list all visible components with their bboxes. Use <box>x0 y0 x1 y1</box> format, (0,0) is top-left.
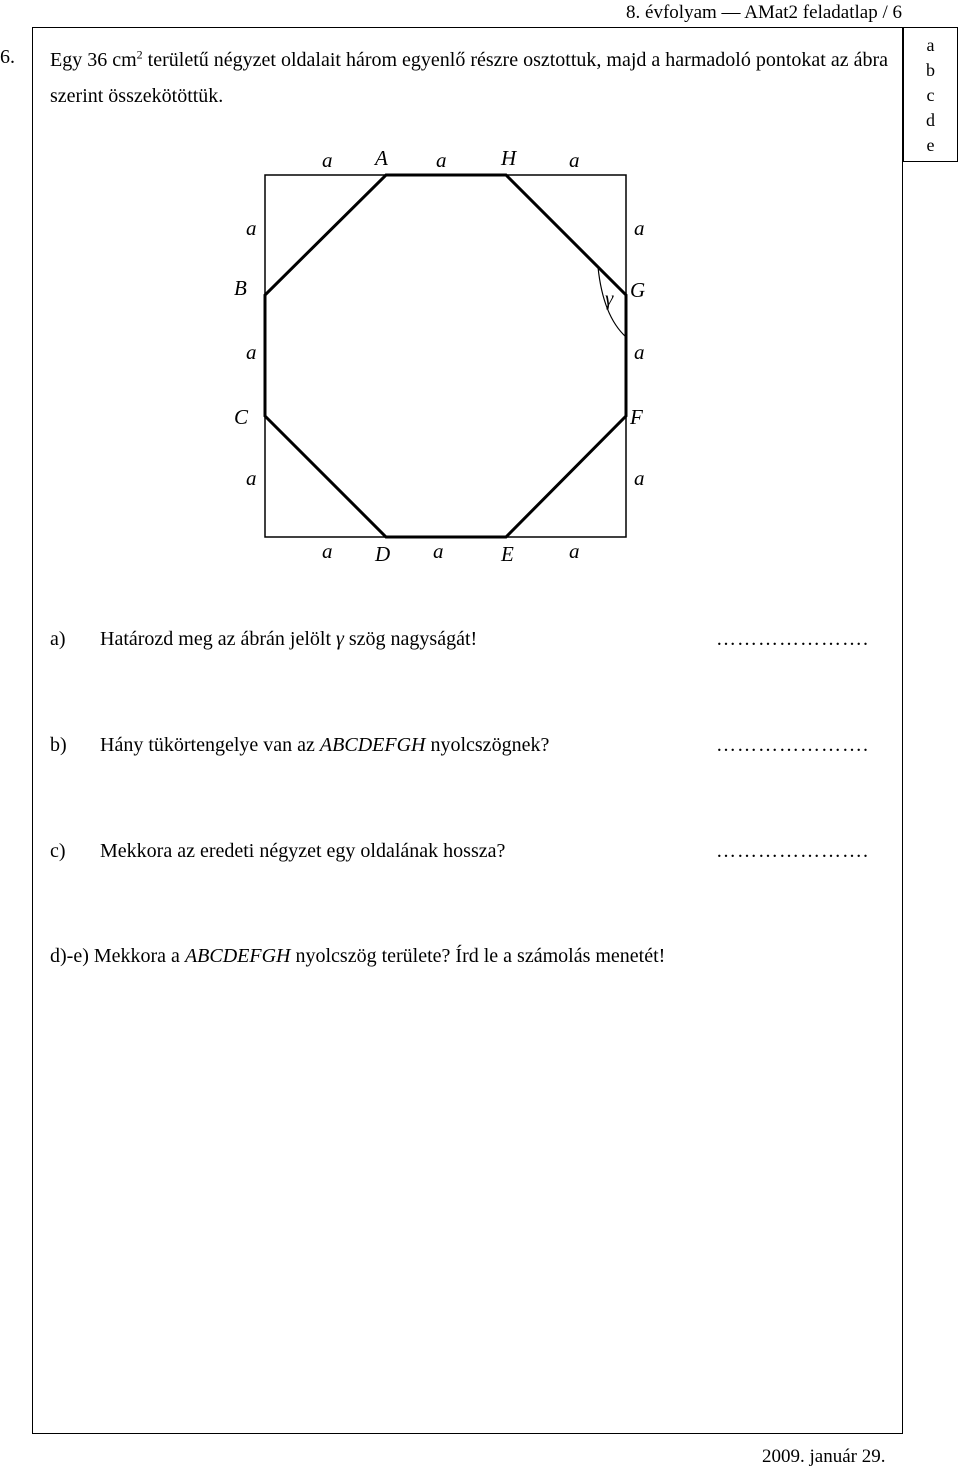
label-left-a2: a <box>246 340 257 364</box>
label-bot-a3: a <box>569 539 580 563</box>
question-de-text-post: nyolcszög területe? Írd le a számolás menetét! <box>290 945 666 967</box>
question-b-text-post: nyolcszögnek? <box>425 734 550 756</box>
footer-date: 2009. január 29. <box>762 1446 886 1467</box>
label-left-a1: a <box>246 216 257 240</box>
label-vertex-F: F <box>630 405 643 429</box>
score-letter-b: b <box>926 60 935 80</box>
question-c-label: c) <box>50 840 66 862</box>
octagon-outline <box>265 175 626 537</box>
label-vertex-B: B <box>234 276 247 300</box>
label-top-a2: a <box>436 148 447 172</box>
question-c-text: Mekkora az eredeti négyzet egy oldalának hossza? <box>100 840 506 862</box>
label-vertex-A: A <box>375 146 388 170</box>
answer-blank-b[interactable]: …………………. <box>716 734 869 756</box>
problem-superscript: 2 <box>136 47 143 62</box>
label-bot-a1: a <box>322 539 333 563</box>
question-de-text-pre: Mekkora a <box>88 945 185 967</box>
label-vertex-C: C <box>234 405 249 429</box>
question-b-label: b) <box>50 734 67 756</box>
question-a-text-post: szög nagyságát! <box>343 628 478 650</box>
answer-blank-c[interactable]: …………………. <box>716 840 869 862</box>
page-header: 8. évfolyam — AMat2 feladatlap / 6 <box>626 2 902 23</box>
label-vertex-E: E <box>501 542 514 566</box>
answer-blank-a[interactable]: …………………. <box>716 628 869 650</box>
label-vertex-H: H <box>501 146 517 170</box>
label-right-a3: a <box>634 466 645 490</box>
label-vertex-D: D <box>375 542 391 566</box>
score-letter-a: a <box>926 35 935 55</box>
question-b <box>50 734 549 757</box>
score-letter-d: d <box>926 110 935 130</box>
label-left-a3: a <box>246 466 257 490</box>
label-top-a1: a <box>322 148 333 172</box>
question-a-label: a) <box>50 628 66 650</box>
question-a <box>50 628 477 651</box>
score-letter-c: c <box>926 85 935 105</box>
label-bot-a2: a <box>433 539 444 563</box>
label-vertex-G: G <box>630 278 646 302</box>
question-de-symbol: ABCDEFGH <box>184 945 291 967</box>
problem-text-1: Egy 36 cm <box>50 49 137 71</box>
label-right-a1: a <box>634 216 645 240</box>
square-outline <box>265 175 626 537</box>
question-b-symbol: ABCDEFGH <box>319 734 426 756</box>
task-number: 6. <box>0 46 15 68</box>
question-c <box>50 840 505 863</box>
octagon-figure <box>220 140 670 580</box>
score-box <box>903 27 958 162</box>
question-a-symbol: γ <box>336 628 344 650</box>
problem-text-2: területű négyzet oldalait három egyenlő részre osztottuk, majd a harmadoló pontokat az ábra szerint összekötöttük. <box>50 49 888 107</box>
question-de <box>50 945 665 968</box>
label-right-a2: a <box>634 340 645 364</box>
question-a-text-pre: Határozd meg az ábrán jelölt <box>100 628 336 650</box>
label-top-a3: a <box>569 148 580 172</box>
answer-work-area[interactable] <box>50 980 880 1420</box>
score-letter-e: e <box>926 135 935 155</box>
problem-statement <box>50 42 888 114</box>
label-gamma: γ <box>605 286 614 310</box>
question-b-text-pre: Hány tükörtengelye van az <box>100 734 320 756</box>
question-de-label: d)-e) <box>50 945 89 967</box>
